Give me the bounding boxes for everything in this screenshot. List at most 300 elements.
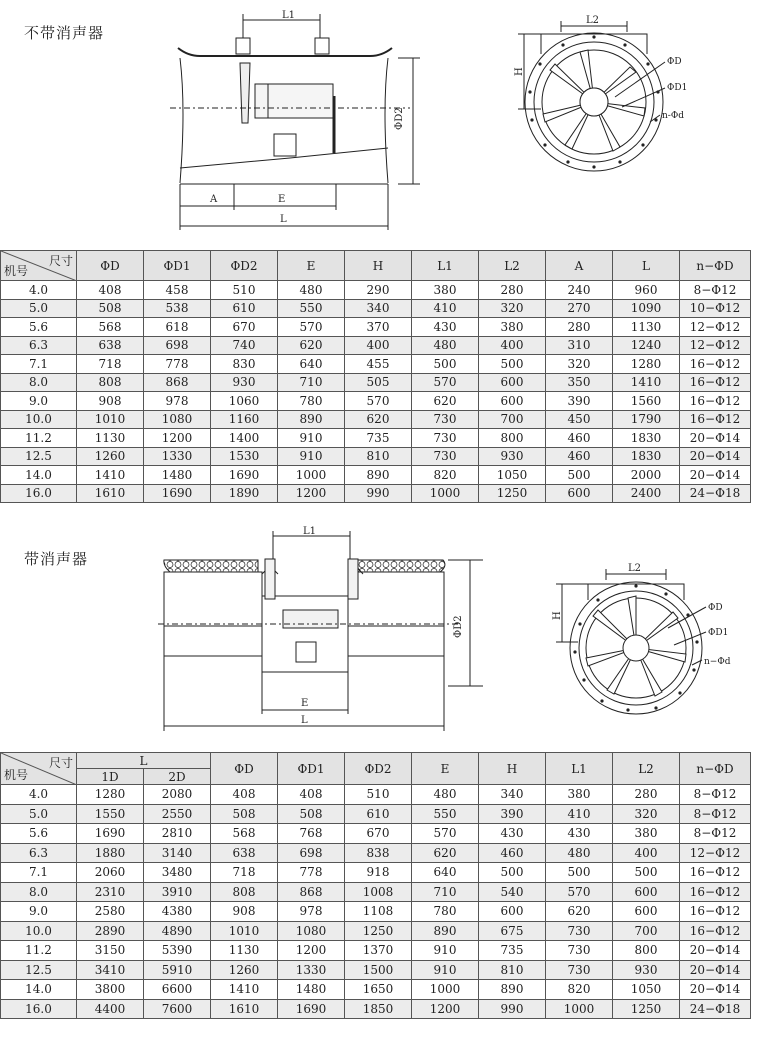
table-cell: 500 [479, 863, 546, 883]
table-cell: 3410 [77, 960, 144, 980]
table-cell: 240 [546, 281, 613, 300]
table-cell: 460 [479, 843, 546, 863]
table-cell: 2550 [144, 804, 211, 824]
table-cell: 5390 [144, 941, 211, 961]
table-cell: 3150 [77, 941, 144, 961]
dim-label-e: E [278, 194, 286, 205]
table-cell: 1200 [144, 429, 211, 448]
table-cell: 890 [412, 921, 479, 941]
table-cell: 620 [546, 902, 613, 922]
table-cell: 670 [211, 318, 278, 337]
table-cell: 1130 [613, 318, 680, 337]
table-cell: 3800 [77, 980, 144, 1000]
table-cell: 1250 [345, 921, 412, 941]
table-cell: 3480 [144, 863, 211, 883]
row-label-machine-no: 9.0 [1, 902, 77, 922]
table-cell: 780 [412, 902, 479, 922]
table-cell: 1000 [546, 999, 613, 1019]
row-label-machine-no: 10.0 [1, 921, 77, 941]
table-cell: 838 [345, 843, 412, 863]
row-label-machine-no: 12.5 [1, 447, 77, 466]
table-cell: 620 [345, 410, 412, 429]
table-cell: 480 [412, 336, 479, 355]
table-cell: 740 [211, 336, 278, 355]
column-group-header-l: L [77, 753, 211, 769]
dim-label-l: L [301, 715, 308, 726]
table-cell: 460 [546, 447, 613, 466]
table-cell: 458 [144, 281, 211, 300]
column-header: A [546, 251, 613, 281]
table-cell: 12−Φ12 [680, 843, 751, 863]
table-cell: 600 [613, 902, 680, 922]
table-cell: 1790 [613, 410, 680, 429]
table-cell: 735 [479, 941, 546, 961]
table-cell: 1690 [211, 466, 278, 485]
table-cell: 2810 [144, 824, 211, 844]
table-cell: 1130 [77, 429, 144, 448]
table-cell: 730 [546, 921, 613, 941]
table-cell: 1550 [77, 804, 144, 824]
table-cell: 718 [77, 355, 144, 374]
table-cell: 890 [278, 410, 345, 429]
table-row [1, 299, 751, 318]
table-cell: 960 [613, 281, 680, 300]
table-cell: 2400 [613, 484, 680, 503]
table-cell: 700 [613, 921, 680, 941]
table-cell: 1250 [479, 484, 546, 503]
column-header: E [412, 753, 479, 785]
column-header: n−ΦD [680, 251, 751, 281]
table-cell: 450 [546, 410, 613, 429]
table-cell: 508 [211, 804, 278, 824]
column-header: L [613, 251, 680, 281]
table-cell: 500 [479, 355, 546, 374]
table-cell: 20−Φ14 [680, 941, 751, 961]
dim-label-d: ΦD [667, 57, 682, 67]
table-cell: 890 [479, 980, 546, 1000]
section1-title: 不带消声器 [24, 24, 105, 42]
table-cell: 600 [546, 484, 613, 503]
table-cell: 408 [278, 785, 345, 805]
table-cell: 570 [546, 882, 613, 902]
table-cell: 710 [278, 373, 345, 392]
table-cell: 730 [546, 941, 613, 961]
table-cell: 280 [479, 281, 546, 300]
table-cell: 1480 [278, 980, 345, 1000]
table-row [1, 410, 751, 429]
table-row [1, 980, 751, 1000]
table-cell: 990 [479, 999, 546, 1019]
table-cell: 4400 [77, 999, 144, 1019]
table-cell: 1410 [211, 980, 278, 1000]
column-header: ΦD1 [278, 753, 345, 785]
table-cell: 408 [211, 785, 278, 805]
table-cell: 1690 [278, 999, 345, 1019]
table-cell: 918 [345, 863, 412, 883]
column-header: L1 [412, 251, 479, 281]
table-row [1, 318, 751, 337]
table-cell: 978 [278, 902, 345, 922]
table-cell: 618 [144, 318, 211, 337]
table-cell: 1830 [613, 447, 680, 466]
column-subheader: 1D [77, 769, 144, 785]
table-cell: 16−Φ12 [680, 392, 751, 411]
table-cell: 1330 [144, 447, 211, 466]
table-cell: 408 [77, 281, 144, 300]
table-cell: 24−Φ18 [680, 484, 751, 503]
table-row [1, 466, 751, 485]
table-cell: 640 [412, 863, 479, 883]
table-cell: 1008 [345, 882, 412, 902]
table-cell: 1500 [345, 960, 412, 980]
table-cell: 600 [479, 902, 546, 922]
table-cell: 890 [345, 466, 412, 485]
table-cell: 1410 [77, 466, 144, 485]
table-cell: 480 [278, 281, 345, 300]
table-cell: 20−Φ14 [680, 980, 751, 1000]
spec-table-with-silencer [0, 752, 751, 1019]
table-row [1, 281, 751, 300]
table-cell: 3910 [144, 882, 211, 902]
corner-header [1, 251, 77, 281]
table-header-row [1, 251, 751, 281]
table-cell: 718 [211, 863, 278, 883]
table-cell: 910 [278, 429, 345, 448]
table-cell: 1080 [278, 921, 345, 941]
table-cell: 16−Φ12 [680, 355, 751, 374]
table-cell: 1370 [345, 941, 412, 961]
table-cell: 380 [479, 318, 546, 337]
table-cell: 820 [412, 466, 479, 485]
table-cell: 320 [613, 804, 680, 824]
table-cell: 778 [144, 355, 211, 374]
table-cell: 600 [479, 373, 546, 392]
table-cell: 410 [412, 299, 479, 318]
dim-label-h: H [514, 67, 525, 76]
row-label-machine-no: 16.0 [1, 999, 77, 1019]
table-cell: 2000 [613, 466, 680, 485]
table-cell: 510 [211, 281, 278, 300]
table-row [1, 960, 751, 980]
table-row [1, 429, 751, 448]
table-cell: 610 [211, 299, 278, 318]
table-cell: 380 [412, 281, 479, 300]
table-cell: 2060 [77, 863, 144, 883]
table-cell: 508 [77, 299, 144, 318]
table-cell: 930 [613, 960, 680, 980]
row-label-machine-no: 16.0 [1, 484, 77, 503]
table-cell: 908 [77, 392, 144, 411]
table-cell: 568 [77, 318, 144, 337]
fan-silencer-side-view-drawing [158, 526, 483, 736]
table-cell: 1650 [345, 980, 412, 1000]
table-cell: 710 [412, 882, 479, 902]
table-row [1, 999, 751, 1019]
table-cell: 320 [479, 299, 546, 318]
table-cell: 16−Φ12 [680, 902, 751, 922]
dim-label-d: ΦD [708, 603, 723, 613]
table-cell: 500 [546, 466, 613, 485]
table-cell: 1890 [211, 484, 278, 503]
table-cell: 430 [546, 824, 613, 844]
table-cell: 800 [479, 429, 546, 448]
table-cell: 455 [345, 355, 412, 374]
dim-label-h: H [552, 611, 563, 620]
table-cell: 698 [144, 336, 211, 355]
table-cell: 810 [345, 447, 412, 466]
column-header: H [479, 753, 546, 785]
table-cell: 1880 [77, 843, 144, 863]
table-row [1, 392, 751, 411]
table-cell: 610 [345, 804, 412, 824]
table-cell: 778 [278, 863, 345, 883]
dim-label-l2: L2 [628, 563, 642, 574]
table-cell: 868 [278, 882, 345, 902]
table-cell: 1160 [211, 410, 278, 429]
section2-title: 带消声器 [24, 550, 89, 568]
table-cell: 1690 [144, 484, 211, 503]
fan-silencer-front-view-drawing [548, 560, 738, 725]
table-cell: 508 [278, 804, 345, 824]
table-cell: 400 [613, 843, 680, 863]
table-row [1, 447, 751, 466]
table-cell: 7600 [144, 999, 211, 1019]
table-cell: 730 [412, 410, 479, 429]
column-header: E [278, 251, 345, 281]
table-cell: 1050 [479, 466, 546, 485]
table-cell: 20−Φ14 [680, 447, 751, 466]
table-cell: 3140 [144, 843, 211, 863]
row-label-machine-no: 11.2 [1, 429, 77, 448]
table-cell: 320 [546, 355, 613, 374]
dim-label-e: E [301, 698, 309, 709]
table-row [1, 484, 751, 503]
table-cell: 410 [546, 804, 613, 824]
table-cell: 1000 [278, 466, 345, 485]
row-label-machine-no: 6.3 [1, 843, 77, 863]
table-cell: 20−Φ14 [680, 960, 751, 980]
table-cell: 768 [278, 824, 345, 844]
column-header: L1 [546, 753, 613, 785]
table-cell: 500 [412, 355, 479, 374]
table-row [1, 882, 751, 902]
table-cell: 910 [412, 960, 479, 980]
table-row [1, 902, 751, 922]
table-cell: 1410 [613, 373, 680, 392]
table-row [1, 336, 751, 355]
table-cell: 370 [345, 318, 412, 337]
table-cell: 8−Φ12 [680, 804, 751, 824]
table-cell: 1000 [412, 980, 479, 1000]
corner-header-top: 尺寸 [48, 254, 73, 268]
table-cell: 20−Φ14 [680, 429, 751, 448]
table-cell: 12−Φ12 [680, 336, 751, 355]
table-cell: 1050 [613, 980, 680, 1000]
dim-label-d1: ΦD1 [708, 628, 729, 638]
table-cell: 2080 [144, 785, 211, 805]
column-header: ΦD2 [345, 753, 412, 785]
table-cell: 290 [345, 281, 412, 300]
table-cell: 16−Φ12 [680, 373, 751, 392]
table-row [1, 785, 751, 805]
table-row [1, 921, 751, 941]
table-cell: 1200 [278, 484, 345, 503]
table-row [1, 373, 751, 392]
table-cell: 10−Φ12 [680, 299, 751, 318]
dim-label-nd: n−Φd [704, 657, 731, 667]
table-cell: 505 [345, 373, 412, 392]
table-cell: 550 [278, 299, 345, 318]
column-header: ΦD [77, 251, 144, 281]
dim-label-l: L [280, 214, 287, 225]
table-cell: 430 [412, 318, 479, 337]
table-cell: 1480 [144, 466, 211, 485]
table-cell: 978 [144, 392, 211, 411]
row-label-machine-no: 9.0 [1, 392, 77, 411]
table-cell: 480 [412, 785, 479, 805]
table-cell: 570 [412, 373, 479, 392]
table-cell: 698 [278, 843, 345, 863]
table-cell: 538 [144, 299, 211, 318]
corner-header-bottom: 机号 [4, 264, 29, 278]
table-cell: 340 [345, 299, 412, 318]
table-cell: 600 [613, 882, 680, 902]
table-cell: 1530 [211, 447, 278, 466]
table-body [1, 281, 751, 503]
table-cell: 550 [412, 804, 479, 824]
table-cell: 1010 [211, 921, 278, 941]
table-cell: 620 [278, 336, 345, 355]
column-header: n−ΦD [680, 753, 751, 785]
table-cell: 1130 [211, 941, 278, 961]
row-label-machine-no: 7.1 [1, 863, 77, 883]
table-cell: 1200 [412, 999, 479, 1019]
table-cell: 638 [77, 336, 144, 355]
row-label-machine-no: 5.6 [1, 318, 77, 337]
table-cell: 16−Φ12 [680, 882, 751, 902]
table-cell: 510 [345, 785, 412, 805]
table-cell: 820 [546, 980, 613, 1000]
row-label-machine-no: 8.0 [1, 882, 77, 902]
table-cell: 1000 [412, 484, 479, 503]
row-label-machine-no: 6.3 [1, 336, 77, 355]
row-label-machine-no: 5.0 [1, 804, 77, 824]
table-cell: 480 [546, 843, 613, 863]
table-cell: 280 [613, 785, 680, 805]
column-header: H [345, 251, 412, 281]
table-cell: 1250 [613, 999, 680, 1019]
table-cell: 350 [546, 373, 613, 392]
column-header: ΦD [211, 753, 278, 785]
table-cell: 730 [412, 447, 479, 466]
table-cell: 16−Φ12 [680, 410, 751, 429]
table-cell: 1060 [211, 392, 278, 411]
table-cell: 1260 [77, 447, 144, 466]
table-cell: 1850 [345, 999, 412, 1019]
row-label-machine-no: 14.0 [1, 980, 77, 1000]
table-cell: 8−Φ12 [680, 824, 751, 844]
dim-label-l1: L1 [282, 10, 296, 21]
table-cell: 910 [412, 941, 479, 961]
table-cell: 24−Φ18 [680, 999, 751, 1019]
table-cell: 540 [479, 882, 546, 902]
table-row [1, 843, 751, 863]
table-cell: 20−Φ14 [680, 466, 751, 485]
column-subheader: 2D [144, 769, 211, 785]
table-cell: 570 [345, 392, 412, 411]
column-header: ΦD1 [144, 251, 211, 281]
table-cell: 310 [546, 336, 613, 355]
table-cell: 570 [412, 824, 479, 844]
table-cell: 908 [211, 902, 278, 922]
table-cell: 620 [412, 392, 479, 411]
table-cell: 700 [479, 410, 546, 429]
table-cell: 570 [278, 318, 345, 337]
table-cell: 800 [613, 941, 680, 961]
table-cell: 390 [479, 804, 546, 824]
column-header: L2 [613, 753, 680, 785]
table-cell: 1280 [77, 785, 144, 805]
row-label-machine-no: 5.0 [1, 299, 77, 318]
column-header: ΦD2 [211, 251, 278, 281]
corner-header [1, 753, 77, 785]
dim-label-d2: ΦD2 [453, 615, 464, 638]
table-row [1, 355, 751, 374]
table-cell: 910 [278, 447, 345, 466]
table-cell: 2890 [77, 921, 144, 941]
dim-label-l1: L1 [303, 526, 317, 537]
dim-label-l2: L2 [586, 15, 600, 26]
table-cell: 2580 [77, 902, 144, 922]
row-label-machine-no: 11.2 [1, 941, 77, 961]
table-cell: 400 [479, 336, 546, 355]
table-cell: 675 [479, 921, 546, 941]
column-header: L2 [479, 251, 546, 281]
table-cell: 670 [345, 824, 412, 844]
spec-table-without-silencer [0, 250, 751, 503]
table-cell: 4890 [144, 921, 211, 941]
table-cell: 830 [211, 355, 278, 374]
table-cell: 340 [479, 785, 546, 805]
table-cell: 1830 [613, 429, 680, 448]
dim-label-d1: ΦD1 [667, 83, 688, 93]
table-cell: 8−Φ12 [680, 785, 751, 805]
table-cell: 730 [546, 960, 613, 980]
table-cell: 1400 [211, 429, 278, 448]
table-cell: 1280 [613, 355, 680, 374]
table-cell: 640 [278, 355, 345, 374]
row-label-machine-no: 4.0 [1, 785, 77, 805]
table-cell: 730 [412, 429, 479, 448]
table-cell: 2310 [77, 882, 144, 902]
table-cell: 1610 [77, 484, 144, 503]
table-cell: 1080 [144, 410, 211, 429]
table-cell: 638 [211, 843, 278, 863]
table-cell: 500 [613, 863, 680, 883]
row-label-machine-no: 14.0 [1, 466, 77, 485]
corner-header-bottom: 机号 [4, 768, 29, 782]
table-cell: 568 [211, 824, 278, 844]
row-label-machine-no: 12.5 [1, 960, 77, 980]
table-cell: 5910 [144, 960, 211, 980]
row-label-machine-no: 7.1 [1, 355, 77, 374]
corner-header-top: 尺寸 [48, 756, 73, 770]
row-label-machine-no: 8.0 [1, 373, 77, 392]
table-row [1, 804, 751, 824]
table-cell: 1690 [77, 824, 144, 844]
table-cell: 930 [479, 447, 546, 466]
table-cell: 620 [412, 843, 479, 863]
